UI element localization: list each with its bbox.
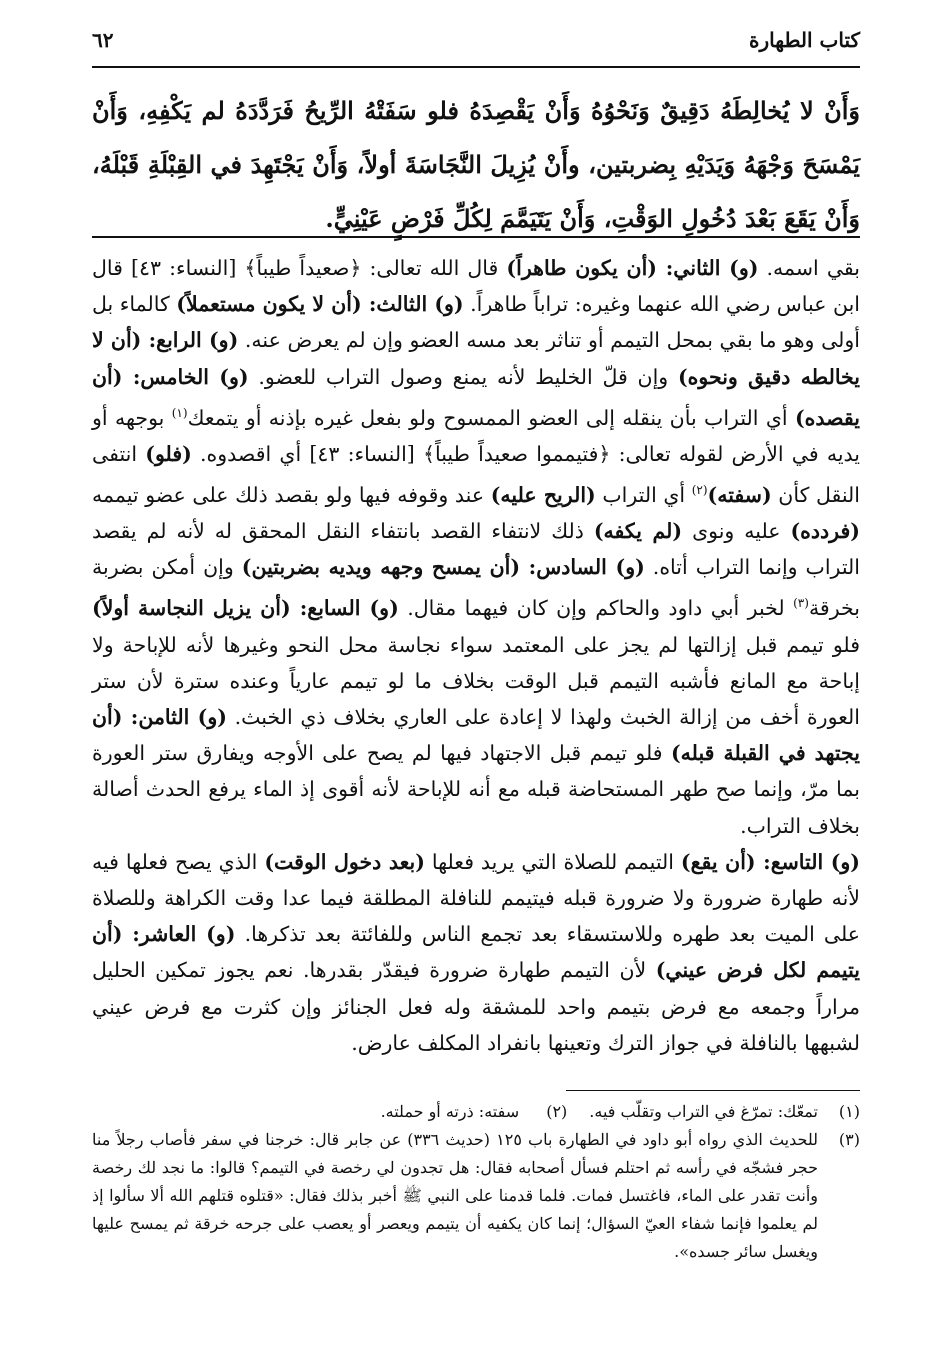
commentary-text: فلو تيمم قبل إزالتها لم يجز على المعتمد سواء نجاسة محل النحو وغيرها لأنه للإباحة ولا إباحة مع المانع فأشبه التيمم قبل الوقت بخلاف ما لو تيمم عارياً وعنده سترة لأن ستر العورة أخف من إزالة الخبث ولهذا لا إعادة على العاري بخلاف ذي الخبث. bbox=[92, 632, 860, 729]
commentary-paragraph bbox=[92, 250, 860, 844]
commentary-bold: (الريح عليه) bbox=[490, 482, 596, 507]
footnote-row bbox=[92, 1098, 860, 1126]
main-text-body: وَأَنْ لا يُخالِطَهُ دَقِيقٌ وَنَحْوُهُ وَأَنْ يَقْصِدَهُ فلو سَفَتْهُ الرِّيحُ فَرَدَّدَهُ لم يَكْفِهِ، وَأَنْ يَمْسَحَ وَجْهَهُ وَيَدَيْهِ بِضربتين، وأَنْ يُزِيلَ النَّجَاسَةَ أولاً، وَأَنْ يَجْتَهِدَ في القِبْلَةِ قَبْلَهُ، وَأَنْ يَقَعَ بَعْدَ دُخُولِ الوَقْتِ، وَأَنْ يَتَيَمَّمَ لِكُلِّ فَرْضٍ عَيْنِيٍّ. bbox=[92, 96, 860, 233]
commentary-bold: (و) التاسع: (أن يقع) bbox=[680, 849, 860, 874]
commentary-text: الذي يصح فعلها فيه لأنه طهارة ضرورة ولا ضرورة قبله فيتيمم للنافلة المطلقة فيما عدا وقت الكراهة وللصلاة على الميت بعد طهره وللاستسقاء بعد تجمع الناس وللفائتة بعد تذكرها. bbox=[92, 849, 861, 947]
commentary-bold: (و) الثالث: (أن لا يكون مستعملاً) bbox=[176, 292, 464, 317]
commentary-text: التيمم للصلاة التي يريد فعلها bbox=[424, 849, 681, 874]
footnote-text bbox=[92, 1098, 818, 1126]
page-number: ٦٢ bbox=[92, 28, 114, 52]
commentary-bold: (و) الخامس: (أن يقصده) bbox=[92, 364, 860, 430]
commentary-text: بقي اسمه. bbox=[758, 256, 860, 280]
commentary-text: وإن قلّ الخليط لأنه يمنع وصول التراب للعضو. bbox=[248, 364, 678, 389]
commentary-bold: (لم يكفه) bbox=[593, 519, 683, 544]
commentary-bold: (و) الثامن: (أن يجتهد في القبلة قبله) bbox=[92, 704, 860, 766]
running-title: كتاب الطهارة bbox=[749, 28, 860, 52]
commentary-bold: (فلو) bbox=[145, 441, 192, 466]
commentary-bold: (سفته) bbox=[707, 482, 772, 507]
footnote-row bbox=[92, 1126, 860, 1266]
footnote-marker[interactable]: (٣) bbox=[793, 596, 809, 611]
commentary-paragraph bbox=[92, 844, 860, 1061]
footnote-marker[interactable]: (٢) bbox=[691, 483, 708, 498]
footnote-entry: سفته: ذرته أو حملته. bbox=[380, 1102, 520, 1121]
commentary-text: أي التراب بأن ينقله إلى العضو الممسوح ولو بفعل غيره بإذنه أو يتمعك bbox=[187, 405, 795, 430]
commentary-text: فلو تيمم قبل الاجتهاد فيها لم يصح على الأوجه ويفارق ستر العورة بما مرّ، وإنما صح طهر المستحاضة قبله مع أنه للإباحة لأنه أقوى إذ الماء يرفع الحدث أصالة بخلاف التراب. bbox=[92, 741, 860, 838]
commentary-text: قال الله تعالى: ﴿صعيداً طيباً﴾ [النساء: ٤٣] قال ابن عباس رضي الله عنهما وغيره: تراباً طاهراً. bbox=[92, 256, 860, 317]
commentary-bold: (و) الثاني: (أن يكون طاهراً) bbox=[506, 256, 759, 280]
footnote-number: (٢) bbox=[546, 1102, 568, 1121]
footnote-entry: تمعّك: تمرّغ في التراب وتقلّب فيه. bbox=[589, 1102, 818, 1121]
footnote-number: (٣) bbox=[838, 1130, 860, 1149]
main-text bbox=[92, 84, 860, 246]
section-divider bbox=[92, 236, 860, 238]
commentary-bold: (بعد دخول الوقت) bbox=[264, 849, 425, 874]
commentary-bold: (و) السادس: (أن يمسح وجهه ويديه بضربتين) bbox=[241, 555, 645, 580]
footnote-marker[interactable]: (١) bbox=[171, 405, 188, 420]
page-header bbox=[92, 26, 860, 68]
footnotes bbox=[92, 1098, 860, 1266]
commentary-text: وإن أمكن بضربة بخرقة bbox=[92, 555, 860, 621]
footnote-divider bbox=[566, 1090, 860, 1091]
footnote-text: للحديث الذي رواه أبو داود في الطهارة باب ١٢٥ (حديث ٣٣٦) عن جابر قال: خرجنا في سفر فأصاب رجلاً منا حجر فشجّه في رأسه ثم احتلم فسأل أصحابه فقال: هل تجدون لي رخصة في التيمم؟ قالوا: ما نجد لك رخصة وأنت تقدر على الماء، فاغتسل فمات. فلما قدمنا على النبي ﷺ أخبر بذلك فقال: «قتلوه قتلهم الله ألا سألوا إذ لم يعلموا فإنما شفاء العيّ السؤال؛ إنما كان يكفيه أن يتيمم ويعصر أو يعصب على جرحه خرقة ثم يمسح عليها ويغسل سائر جسده». bbox=[92, 1130, 819, 1261]
commentary-text: لخبر أبي داود والحاكم وإن كان فيهما مقال. bbox=[398, 596, 794, 621]
commentary-text: انتفى النقل كأن bbox=[92, 441, 860, 507]
commentary-text: بوجهه أو يديه في الأرض لقوله تعالى: ﴿فتيمموا صعيداً طيباً﴾ [النساء: ٤٣] أي اقصدوه. bbox=[92, 405, 861, 466]
commentary-text: عليه ونوى bbox=[682, 519, 791, 544]
commentary-text: أي التراب bbox=[595, 482, 692, 507]
commentary bbox=[92, 250, 860, 1061]
footnote-number: (١) bbox=[838, 1102, 860, 1121]
commentary-text: كالماء بل أولى وهو ما بقي بمحل التيمم أو تناثر بعد مسه العضو وإن لم يعرض عنه. bbox=[92, 292, 860, 353]
commentary-bold: (و) الرابع: (أن لا يخالطه دقيق ونحوه) bbox=[92, 328, 860, 389]
commentary-bold: (و) العاشر: (أن يتيمم لكل فرض عيني) bbox=[92, 922, 860, 983]
commentary-bold: (و) السابع: (أن يزيل النجاسة أولاً) bbox=[92, 596, 399, 621]
commentary-text: ذلك لانتفاء القصد بانتفاء النقل المحقق له لأنه لم يقصد التراب وإنما التراب أتاه. bbox=[92, 519, 860, 580]
commentary-text: لأن التيمم طهارة ضرورة فيقدّر بقدرها. نعم يجوز تمكين الحليل مراراً وجمعه مع فرض بتيمم واحد للمشقة وله فعل الجنائز وإن كثرت مع فرض عيني لشبهها بالنافلة في جواز الترك وتعينها بانفراد المكلف عارض. bbox=[92, 958, 860, 1055]
commentary-bold: (فردده) bbox=[790, 519, 860, 544]
commentary-text: عند وقوفه فيها ولو بقصد ذلك على عضو تيممه bbox=[92, 482, 491, 507]
